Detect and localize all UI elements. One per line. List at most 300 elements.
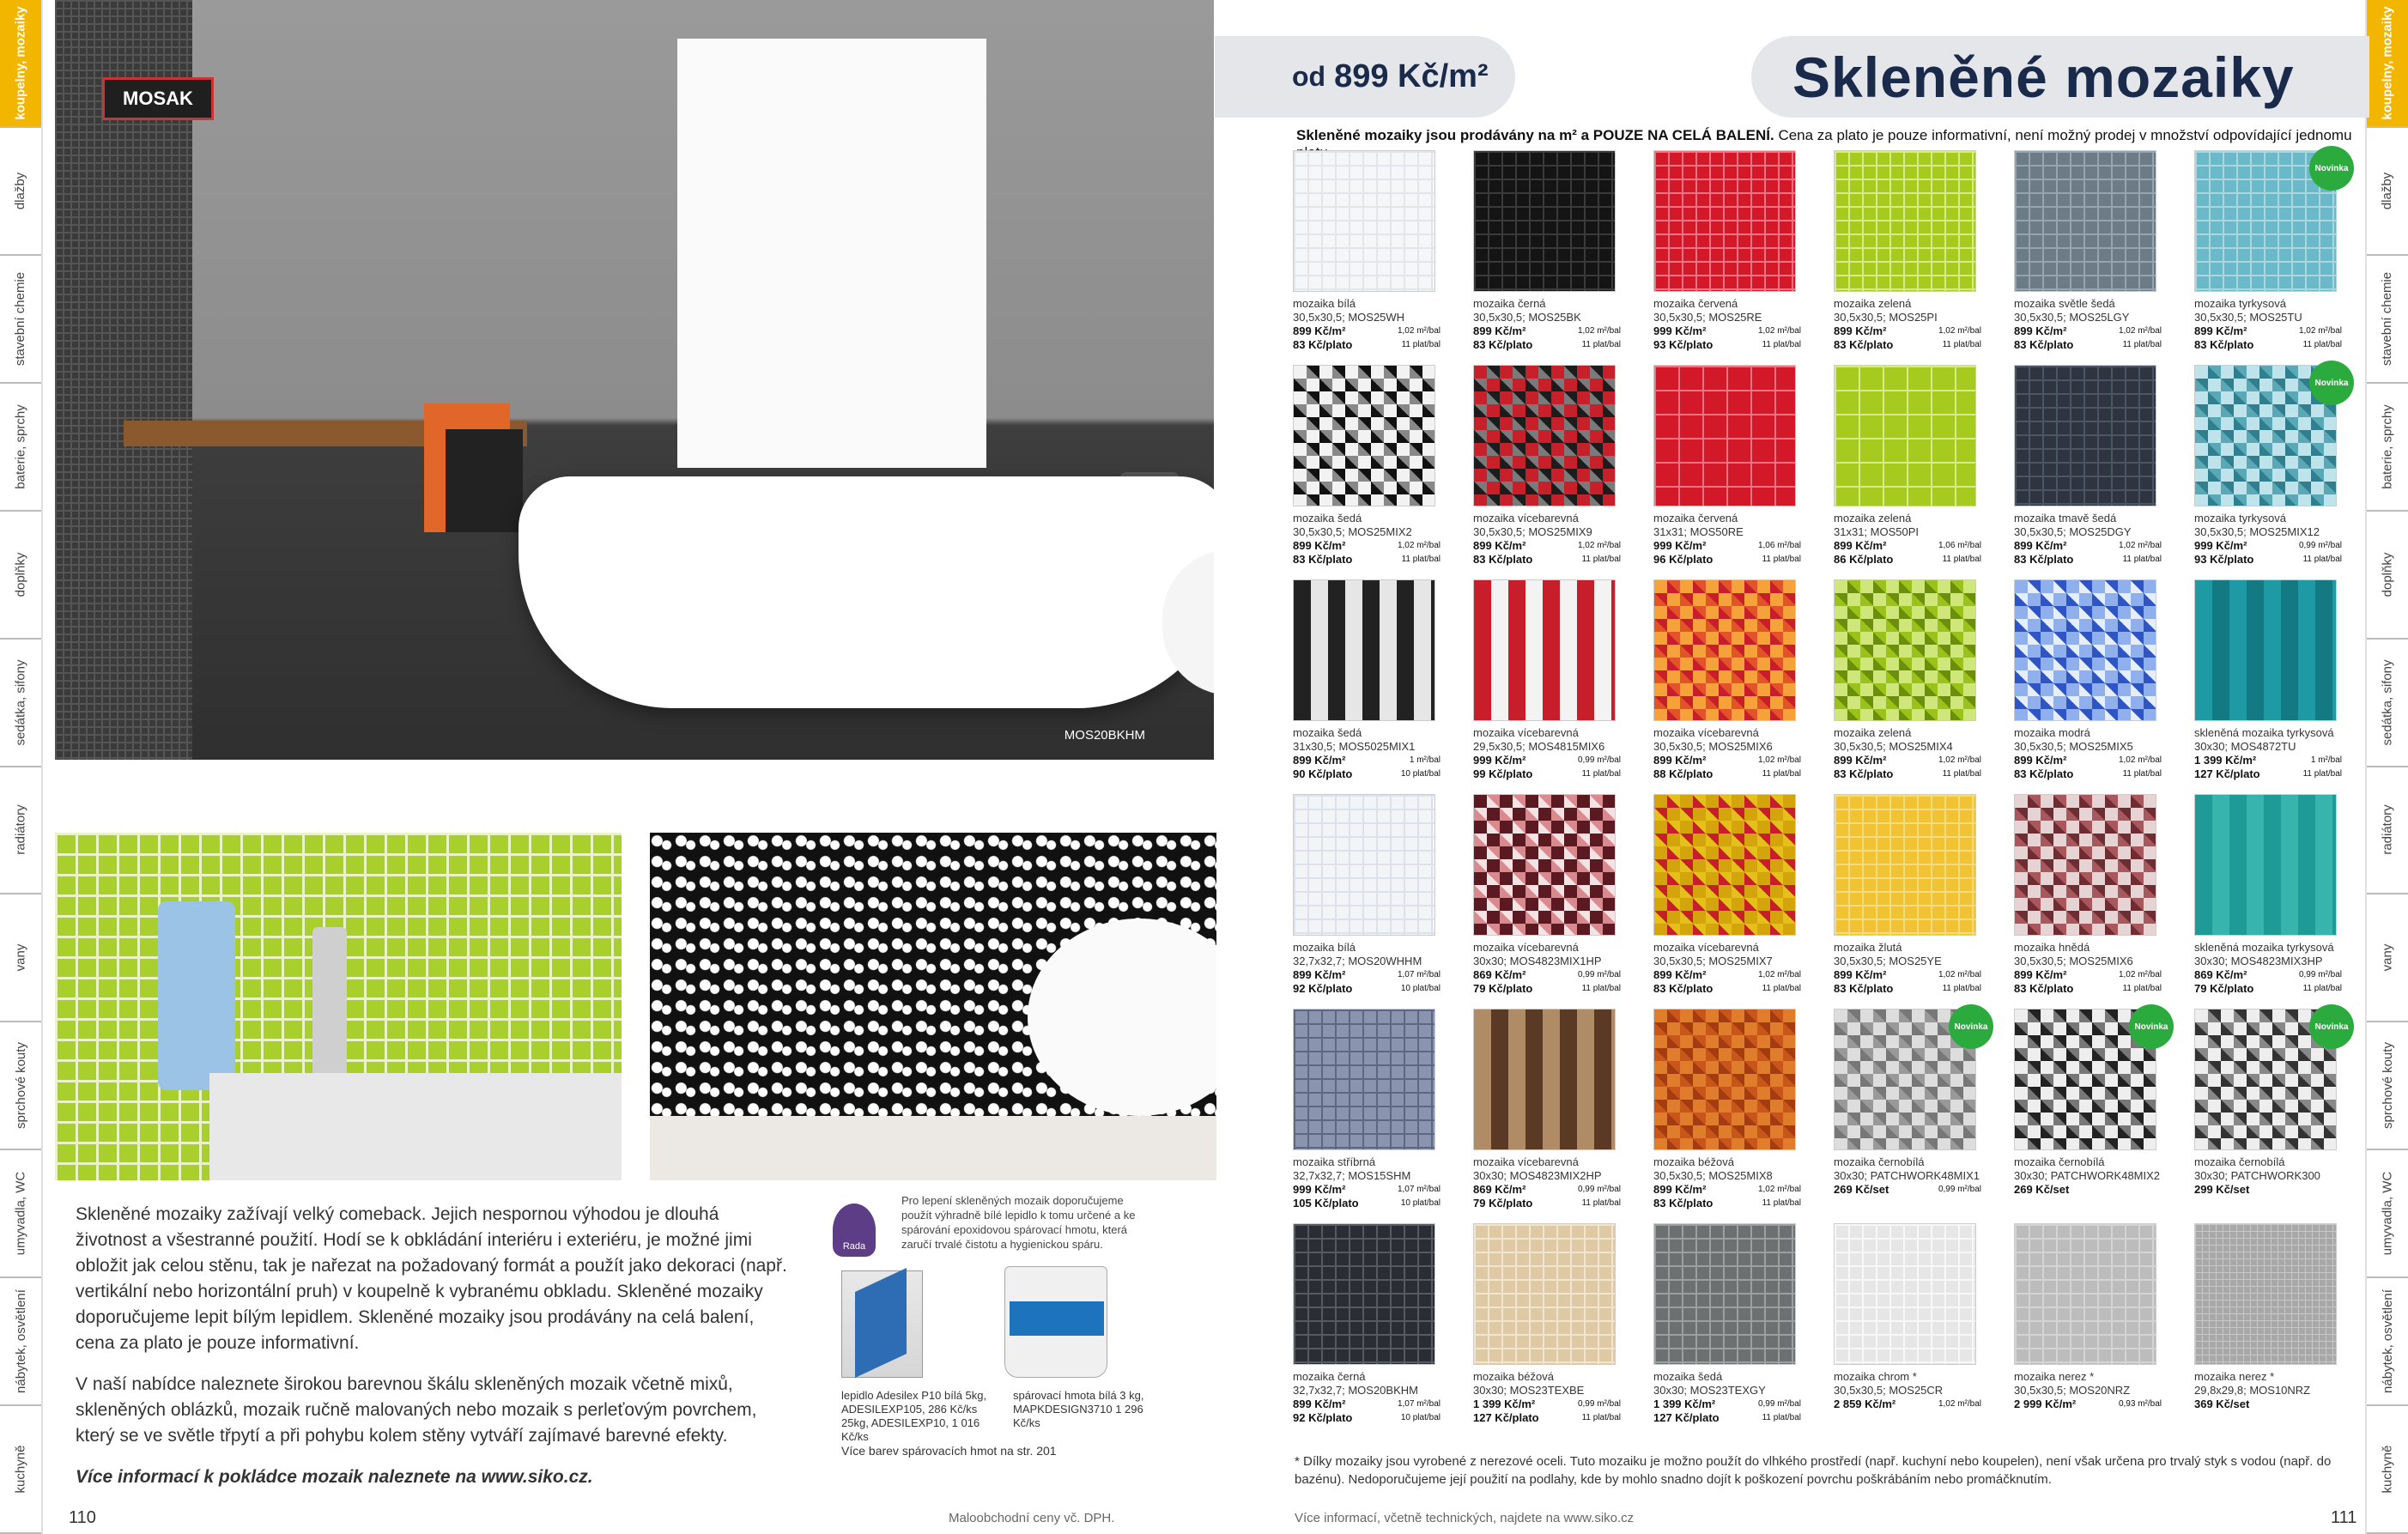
tile-price-row — [1473, 968, 1621, 982]
tile-plato-price: 105 Kč/plato — [1293, 1197, 1359, 1210]
category-tab[interactable] — [0, 128, 41, 256]
tile-price-row — [1473, 1183, 1621, 1197]
tile-price-row — [1834, 539, 1981, 553]
tile-pack-size: 1,02 m²/bal — [1757, 970, 1801, 979]
mosaic-swatch — [1653, 579, 1796, 721]
tile-plato-row — [1473, 982, 1621, 996]
tile-name: skleněná mozaika tyrkysová — [2194, 941, 2334, 954]
tile-price-row — [2014, 324, 2162, 338]
tile-plato-price: 99 Kč/plato — [1473, 767, 1533, 780]
tile-code: 30,5x30,5; MOS25MIX9 — [1473, 525, 1592, 538]
mosaic-swatch — [1473, 365, 1616, 506]
category-tab[interactable] — [2367, 1278, 2408, 1406]
tile-plato-row — [1293, 767, 1441, 781]
tile-price: 999 Kč/m² — [1653, 539, 1707, 552]
tile-plato-count: 11 plat/bal — [1942, 769, 1981, 779]
tile-price: 899 Kč/m² — [1834, 539, 1887, 552]
tile-plato-count: 10 plat/bal — [1400, 1413, 1441, 1422]
mosaic-swatch — [1834, 794, 1976, 936]
tile-price: 2 859 Kč/m² — [1834, 1398, 1896, 1410]
tile-label — [2014, 512, 2186, 567]
tile-plato-price: 90 Kč/plato — [1293, 767, 1353, 780]
tile-plato-price: 127 Kč/plato — [1473, 1411, 1539, 1424]
tile-plato-row — [1473, 767, 1621, 781]
mosaic-tile-card[interactable] — [1288, 1004, 1468, 1219]
tile-price: 899 Kč/m² — [1293, 968, 1346, 981]
price-value: 899 Kč/m² — [1334, 58, 1489, 94]
tile-label — [2014, 1155, 2186, 1197]
category-tab[interactable] — [2367, 1022, 2408, 1150]
basin-bowl — [1028, 919, 1216, 1116]
tile-price-row — [1834, 1398, 1981, 1411]
left-category-tabs — [0, 0, 43, 1534]
tile-label — [1653, 1155, 1825, 1210]
tile-plato-price: 83 Kč/plato — [1293, 553, 1353, 566]
category-tab[interactable] — [0, 384, 41, 512]
category-tab[interactable] — [0, 640, 41, 767]
wall-panel — [677, 39, 986, 468]
tile-name: mozaika bílá — [1293, 941, 1356, 954]
tile-code: 30,5x30,5; MOS25WH — [1293, 311, 1405, 324]
mosaic-swatch — [1473, 150, 1616, 292]
tile-code: 30,5x30,5; MOS20NRZ — [2014, 1384, 2131, 1397]
tile-code: 30,5x30,5; MOS25MIX6 — [2014, 955, 2133, 967]
category-tab[interactable] — [2367, 767, 2408, 895]
tile-label — [1293, 297, 1465, 352]
adhesive-product: lepidlo Adesilex P10 bílá 5kg, ADESILEXP105, 286 Kč/ks 25kg, ADESILEXP10, 1 016 Kč/ks — [841, 1389, 987, 1443]
mosaic-tile-card[interactable] — [2189, 361, 2369, 575]
tile-code: 30,5x30,5; MOS25RE — [1653, 311, 1762, 324]
tile-code: 29,5x30,5; MOS4815MIX6 — [1473, 740, 1605, 753]
tile-label — [2194, 297, 2366, 352]
category-tab[interactable] — [0, 512, 41, 640]
mosaic-tile-card[interactable] — [1468, 1004, 1648, 1219]
tile-plato-price: 83 Kč/plato — [1834, 767, 1894, 780]
mosaic-swatch — [1834, 150, 1976, 292]
tile-price: 269 Kč/set — [2014, 1183, 2070, 1196]
category-tab[interactable] — [0, 1406, 41, 1534]
tile-label — [1293, 941, 1465, 996]
category-tab[interactable] — [0, 1278, 41, 1406]
tile-plato-row — [1473, 1197, 1621, 1210]
tile-price-row — [2014, 1183, 2162, 1197]
tile-pack-size: 1,02 m²/bal — [1938, 1399, 1981, 1409]
tile-label — [1653, 1370, 1825, 1425]
mosaic-tile-card[interactable] — [1829, 146, 2009, 361]
mosaic-tile-card[interactable] — [2189, 790, 2369, 1004]
tile-code: 30,5x30,5; MOS25DGY — [2014, 525, 2132, 538]
price-pill — [1215, 36, 1515, 118]
tile-price: 299 Kč/set — [2194, 1183, 2250, 1196]
tile-plato-count: 11 plat/bal — [2122, 555, 2162, 564]
tip-text: Pro lepení skleněných mozaik doporučujeme použít výhradně bílé lepidlo k tomu určené a ke spárování epoxidovou spárovací hmotu, která zaručí trvalé čistotu a hygienickou spáru. — [901, 1194, 1136, 1251]
tile-plato-count: 11 plat/bal — [1762, 1198, 1801, 1208]
tile-plato-row — [1293, 553, 1441, 567]
category-tab-label: stavební chemie — [13, 271, 28, 366]
tile-plato-price: 83 Kč/plato — [1834, 982, 1894, 995]
tile-code: 30,5x30,5; MOS25MIX4 — [1834, 740, 1953, 753]
category-tab-label: nábytek, osvětlení — [13, 1289, 28, 1394]
tile-pack-size: 1,02 m²/bal — [1757, 755, 1801, 765]
category-tab[interactable] — [0, 767, 41, 895]
tile-price: 899 Kč/m² — [1653, 1183, 1707, 1196]
footnote-stainless: * Dílky mozaiky jsou vyrobené z nerezové oceli. Tuto mozaiku je možno použít do vlhkého prostředí (např. kuchyní nebo koupelen), není však určena pro trvalý styk s vodou (např. do bazénu). Nedoporučujeme její použití na podlahy, kde by mohlo snadno dojít k poškození povrchu poškrábáním nebo promáčknutím. — [1295, 1454, 2332, 1487]
tile-code: 32,7x32,7; MOS20WHHM — [1293, 955, 1422, 967]
tile-price-row — [1293, 1183, 1441, 1197]
tile-label — [2014, 941, 2186, 996]
tile-price: 899 Kč/m² — [1653, 754, 1707, 767]
page-title: Skleněné mozaiky — [1792, 45, 2295, 109]
mosaic-tile-card[interactable] — [2189, 146, 2369, 361]
category-tab-label: dlažby — [13, 172, 28, 210]
tile-name: mozaika vícebarevná — [1473, 941, 1579, 954]
new-badge-star-icon: Novinka — [2129, 1004, 2174, 1049]
tile-code: 31x31; MOS50PI — [1834, 525, 1919, 538]
tile-grid — [1288, 146, 2361, 1434]
tile-plato-count: 11 plat/bal — [1401, 555, 1441, 564]
tile-plato-count: 11 plat/bal — [2122, 984, 2162, 993]
tile-plato-price: 83 Kč/plato — [1834, 338, 1894, 351]
category-tab-label: sprchové kouty — [13, 1042, 28, 1130]
mosaic-tile-card[interactable] — [1288, 361, 1468, 575]
tile-price: 869 Kč/m² — [1473, 968, 1526, 981]
tile-name: mozaika černá — [1473, 297, 1546, 310]
tile-name: mozaika světle šedá — [2014, 297, 2115, 310]
tile-price: 1 399 Kč/m² — [1473, 1398, 1536, 1410]
tile-label — [1653, 297, 1825, 352]
mosaic-tile-card[interactable] — [1829, 790, 2009, 1004]
category-tab[interactable] — [2367, 384, 2408, 512]
hero-caption: MOS20BKHM — [1064, 728, 1145, 743]
tile-name: mozaika nerez * — [2194, 1370, 2275, 1383]
mosaic-swatch — [2014, 579, 2156, 721]
tile-name: mozaika zelená — [1834, 297, 1912, 310]
tile-pack-size: 1,02 m²/bal — [1757, 326, 1801, 336]
new-badge-star-icon: Novinka — [2309, 146, 2354, 191]
tile-name: mozaika hnědá — [2014, 941, 2090, 954]
mosaic-tile-card[interactable] — [2009, 361, 2189, 575]
tile-code: 30x30; MOS4872TU — [2194, 740, 2296, 753]
category-tab[interactable] — [2367, 128, 2408, 256]
mosaic-tile-card[interactable] — [1288, 146, 1468, 361]
tile-code: 30,5x30,5; MOS25MIX5 — [2014, 740, 2133, 753]
tile-price-row — [1653, 968, 1801, 982]
tile-name: mozaika vícebarevná — [1653, 726, 1759, 739]
category-tab-label: umyvadla, WC — [2380, 1171, 2395, 1256]
mosaic-tile-card[interactable] — [1288, 790, 1468, 1004]
tile-plato-row — [2014, 982, 2162, 996]
tile-code: 30,5x30,5; MOS25PI — [1834, 311, 1938, 324]
category-tab-label: vany — [2380, 944, 2395, 972]
mosaic-swatch — [1653, 1009, 1796, 1150]
tile-name: mozaika chrom * — [1834, 1370, 1917, 1383]
mosaic-swatch — [1473, 1223, 1616, 1365]
tile-plato-price: 83 Kč/plato — [2194, 338, 2254, 351]
tile-plato-row — [1653, 1197, 1801, 1210]
tile-pack-size: 1,02 m²/bal — [1577, 541, 1621, 550]
tile-plato-count: 10 plat/bal — [1400, 1198, 1441, 1208]
mosaic-swatch — [1653, 150, 1796, 292]
tile-price-row — [2194, 1398, 2342, 1411]
tile-price-row — [1293, 968, 1441, 982]
tile-name: mozaika šedá — [1293, 726, 1362, 739]
category-tab[interactable] — [2367, 512, 2408, 640]
tile-label — [1653, 941, 1825, 996]
paragraph-2: V naší nabídce naleznete širokou barevnou škálu skleněných mozaik včetně mixů, skleněných oblázků, mozaik ručně malovaných nebo mozaik s perleťovým povrchem, který se ve světle třpytí a při pohybu kolem stěny vytváří zajímavé barevné efekty. — [76, 1374, 757, 1446]
new-badge-star-icon: Novinka — [1949, 1004, 1993, 1049]
mosaic-swatch — [2194, 794, 2337, 936]
mosaic-tile-card[interactable] — [2009, 1004, 2189, 1219]
mosaic-swatch — [1653, 1223, 1796, 1365]
mosaic-tile-card[interactable] — [1648, 790, 1829, 1004]
tile-code: 30x30; MOS23TEXGY — [1653, 1384, 1766, 1397]
tile-price-row — [2014, 1398, 2162, 1411]
tile-label — [1653, 726, 1825, 781]
tile-code: 30x30; PATCHWORK48MIX2 — [2014, 1169, 2161, 1182]
category-tab[interactable] — [0, 894, 41, 1022]
tile-plato-count: 11 plat/bal — [1401, 340, 1441, 349]
tile-price-row — [2194, 324, 2342, 338]
tile-price-row — [2194, 754, 2342, 767]
page-number-left: 110 — [69, 1508, 96, 1527]
mosaic-tile-card[interactable] — [1829, 1004, 2009, 1219]
tile-plato-count: 11 plat/bal — [1762, 769, 1801, 779]
tile-plato-price: 79 Kč/plato — [1473, 982, 1533, 995]
tile-label — [2014, 1370, 2186, 1411]
tile-pack-size: 1 m²/bal — [2310, 755, 2342, 765]
tile-plato-row — [1653, 767, 1801, 781]
tile-price: 899 Kč/m² — [1653, 968, 1707, 981]
tile-label — [1834, 941, 2005, 996]
mosaic-tile-card[interactable] — [1288, 1219, 1468, 1434]
category-tab-label: baterie, sprchy — [13, 404, 28, 489]
tile-code: 30x30; PATCHWORK300 — [2194, 1169, 2320, 1182]
category-tab[interactable] — [0, 1022, 41, 1150]
green-mosaic-photo — [55, 833, 622, 1180]
mosaic-tile-card[interactable] — [1468, 146, 1648, 361]
tile-price-row — [1293, 1398, 1441, 1411]
tile-plato-price: 127 Kč/plato — [1653, 1411, 1720, 1424]
tile-price: 899 Kč/m² — [1834, 968, 1887, 981]
tile-plato-count: 11 plat/bal — [1581, 1413, 1621, 1422]
category-tab[interactable] — [2367, 640, 2408, 767]
tile-pack-size: 1,02 m²/bal — [2118, 970, 2162, 979]
tile-plato-row — [1293, 1411, 1441, 1425]
mosaic-swatch — [1473, 794, 1616, 936]
mosaic-tile-card[interactable] — [2189, 1219, 2369, 1434]
mosaic-tile-card[interactable] — [1829, 1219, 2009, 1434]
tile-price-row — [1293, 539, 1441, 553]
tile-price: 899 Kč/m² — [1293, 539, 1346, 552]
tile-plato-price: 83 Kč/plato — [1473, 338, 1533, 351]
mosaic-tile-card[interactable] — [1829, 575, 2009, 790]
category-tab[interactable] — [2367, 256, 2408, 384]
tile-plato-price: 79 Kč/plato — [1473, 1197, 1533, 1210]
tile-label — [1473, 1155, 1645, 1210]
category-tab[interactable] — [2367, 894, 2408, 1022]
tile-price: 1 399 Kč/m² — [2194, 754, 2257, 767]
tile-name: mozaika zelená — [1834, 726, 1912, 739]
mosaic-tile-card[interactable] — [1648, 575, 1829, 790]
category-tab[interactable] — [2367, 1406, 2408, 1534]
category-tab-label: sprchové kouty — [2380, 1042, 2395, 1130]
tile-name: mozaika černobílá — [2014, 1155, 2105, 1168]
tile-pack-size: 1,02 m²/bal — [1577, 326, 1621, 336]
tile-plato-row — [1293, 982, 1441, 996]
tile-price-row — [2014, 754, 2162, 767]
category-tab-label: kuchyně — [13, 1445, 28, 1494]
mosaic-tile-card[interactable] — [1648, 1004, 1829, 1219]
mosaic-tile-card[interactable] — [1288, 575, 1468, 790]
tile-pack-size: 1,02 m²/bal — [1397, 541, 1441, 550]
sink — [209, 1073, 622, 1180]
tile-plato-row — [1834, 553, 1981, 567]
tile-plato-price: 83 Kč/plato — [2014, 553, 2074, 566]
tile-price: 899 Kč/m² — [1834, 324, 1887, 337]
mosaic-swatch — [1293, 1223, 1435, 1365]
tile-price: 899 Kč/m² — [2014, 754, 2067, 767]
mosaic-swatch — [1834, 579, 1976, 721]
tile-label — [2194, 1370, 2366, 1411]
adhesive-bag-image — [841, 1270, 923, 1378]
tile-price: 999 Kč/m² — [1293, 1183, 1346, 1196]
tile-price-row — [1293, 324, 1441, 338]
category-tab[interactable] — [2367, 1150, 2408, 1278]
category-tab[interactable] — [2367, 0, 2408, 128]
tile-plato-price: 127 Kč/plato — [2194, 767, 2260, 780]
category-tab-label: koupelny, mozaiky — [2380, 6, 2395, 120]
mosaic-tile-card[interactable] — [2009, 575, 2189, 790]
tile-price-row — [1653, 754, 1801, 767]
mosaic-tile-card[interactable] — [2009, 790, 2189, 1004]
mosaic-swatch — [1653, 365, 1796, 506]
tile-plato-row — [1653, 982, 1801, 996]
tile-price-row — [2014, 539, 2162, 553]
tile-pack-size: 1,07 m²/bal — [1397, 1185, 1441, 1194]
category-tab[interactable] — [0, 1150, 41, 1278]
mosaic-tile-card[interactable] — [2009, 146, 2189, 361]
tile-plato-price: 86 Kč/plato — [1834, 553, 1894, 566]
tile-pack-size: 1,02 m²/bal — [1938, 755, 1981, 765]
tile-pack-size: 1,07 m²/bal — [1397, 970, 1441, 979]
mosaic-tile-card[interactable] — [1648, 361, 1829, 575]
category-tab-label: baterie, sprchy — [2380, 404, 2395, 489]
category-tab-label: stavební chemie — [2380, 271, 2395, 366]
tile-pack-size: 1,06 m²/bal — [1757, 541, 1801, 550]
mosaic-swatch — [1653, 794, 1796, 936]
tile-code: 30,5x30,5; MOS25MIX6 — [1653, 740, 1773, 753]
tile-label — [1293, 512, 1465, 567]
tile-price: 899 Kč/m² — [2014, 539, 2067, 552]
tile-name: mozaika tmavě šedá — [2014, 512, 2117, 524]
tile-plato-row — [1653, 338, 1801, 352]
tile-label — [1293, 1155, 1465, 1210]
mosaic-tile-card[interactable] — [1829, 361, 2009, 575]
tile-plato-count: 11 plat/bal — [1581, 1198, 1621, 1208]
tile-code: 31x30,5; MOS5025MIX1 — [1293, 740, 1416, 753]
lightbulb-icon — [833, 1204, 876, 1257]
tile-label — [2014, 297, 2186, 352]
tile-plato-price: 83 Kč/plato — [2014, 338, 2074, 351]
tile-plato-count: 11 plat/bal — [1581, 340, 1621, 349]
tile-plato-count: 11 plat/bal — [1762, 555, 1801, 564]
tile-plato-count: 10 plat/bal — [1400, 984, 1441, 993]
category-tab-label: doplňky — [2380, 552, 2395, 597]
mosaic-tile-card[interactable] — [2189, 1004, 2369, 1219]
tile-code: 30,5x30,5; MOS25BK — [1473, 311, 1581, 324]
category-tab-label: sedátka, sifony — [13, 659, 28, 746]
tile-plato-price: 83 Kč/plato — [2014, 767, 2074, 780]
tile-name: mozaika červená — [1653, 297, 1738, 310]
tile-plato-row — [1473, 1411, 1621, 1425]
mosaic-tile-card[interactable] — [1648, 146, 1829, 361]
tile-pack-size: 0,99 m²/bal — [2298, 541, 2342, 550]
cutting-board — [158, 901, 235, 1090]
tile-name: mozaika černá — [1293, 1370, 1366, 1383]
tile-name: mozaika žlutá — [1834, 941, 1902, 954]
tile-plato-count: 11 plat/bal — [2122, 769, 2162, 779]
tile-pack-size: 1,02 m²/bal — [1757, 1185, 1801, 1194]
mosaic-tile-card[interactable] — [1468, 361, 1648, 575]
tile-plato-count: 11 plat/bal — [2302, 555, 2342, 564]
tile-name: mozaika vícebarevná — [1473, 726, 1579, 739]
tile-label — [1834, 1370, 2005, 1411]
category-tab-label: sedátka, sifony — [2380, 659, 2395, 746]
right-category-tabs — [2365, 0, 2408, 1534]
mosaic-tile-card[interactable] — [1468, 790, 1648, 1004]
tile-price: 899 Kč/m² — [2194, 324, 2247, 337]
tile-name: mozaika stříbrná — [1293, 1155, 1376, 1168]
tile-code: 30,5x30,5; MOS25YE — [1834, 955, 1942, 967]
mosaic-tile-card[interactable] — [1468, 575, 1648, 790]
tile-plato-count: 11 plat/bal — [2302, 340, 2342, 349]
mosaic-swatch — [1473, 579, 1616, 721]
category-tab-label: kuchyně — [2380, 1445, 2395, 1494]
tile-price-row — [2194, 539, 2342, 553]
mosaic-tile-card[interactable] — [2009, 1219, 2189, 1434]
category-tab[interactable] — [0, 256, 41, 384]
tile-price: 999 Kč/m² — [2194, 539, 2247, 552]
new-badge-star-icon: Novinka — [2309, 1004, 2354, 1049]
category-tab[interactable] — [0, 0, 41, 128]
tile-pack-size: 0,93 m²/bal — [2118, 1399, 2162, 1409]
mosaic-tile-card[interactable] — [1648, 1219, 1829, 1434]
tile-price: 999 Kč/m² — [1473, 754, 1526, 767]
mosaic-tile-card[interactable] — [2189, 575, 2369, 790]
tile-price: 899 Kč/m² — [1293, 754, 1346, 767]
tile-plato-row — [2014, 338, 2162, 352]
tile-plato-row — [2194, 767, 2342, 781]
more-info-link[interactable]: Více informací k pokládce mozaik naleznete na www.siko.cz. — [76, 1467, 593, 1487]
tile-price-row — [1653, 1183, 1801, 1197]
tile-name: mozaika šedá — [1293, 512, 1362, 524]
tile-plato-price: 83 Kč/plato — [1653, 1197, 1714, 1210]
pebble-mosaic-photo — [650, 833, 1216, 1180]
mosaic-tile-card[interactable] — [1468, 1219, 1648, 1434]
tile-price-row — [1293, 754, 1441, 767]
tile-plato-count: 11 plat/bal — [1762, 1413, 1801, 1422]
tile-pack-size: 0,99 m²/bal — [1577, 755, 1621, 765]
tile-plato-count: 11 plat/bal — [1762, 984, 1801, 993]
tile-plato-count: 11 plat/bal — [2122, 340, 2162, 349]
tile-price: 899 Kč/m² — [1473, 324, 1526, 337]
tile-plato-price: 93 Kč/plato — [1653, 338, 1714, 351]
tile-plato-price: 88 Kč/plato — [1653, 767, 1714, 780]
tile-label — [1473, 941, 1645, 996]
tile-code: 32,7x32,7; MOS20BKHM — [1293, 1384, 1418, 1397]
tile-name: mozaika vícebarevná — [1653, 941, 1759, 954]
tile-name: mozaika tyrkysová — [2194, 297, 2286, 310]
